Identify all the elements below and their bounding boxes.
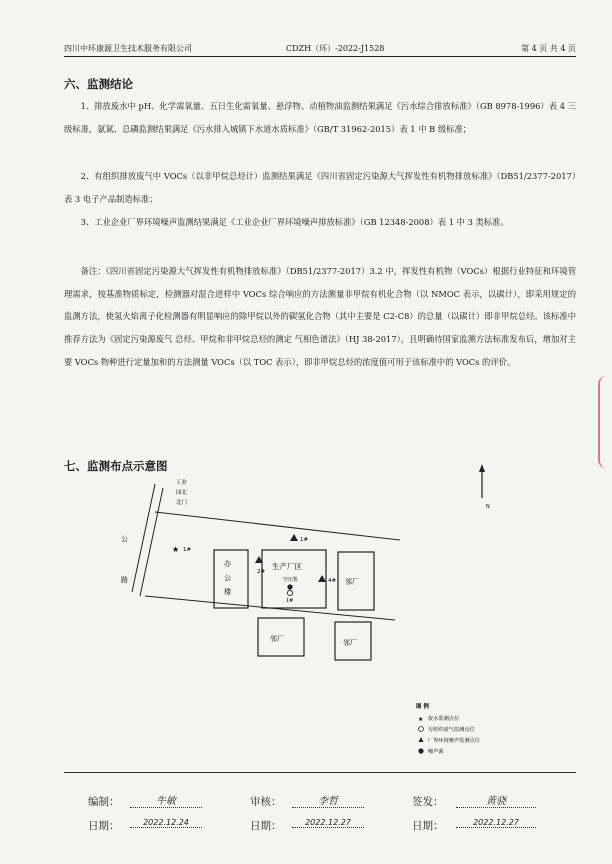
noise-source-marker [287,584,292,589]
issuer-signature: 黄骁 [456,792,536,808]
date-label-1: 日期： [88,820,120,832]
legend-circle-icon [419,727,424,732]
monitoring-layout-diagram [0,460,612,770]
road-label-1: 公 [121,535,128,543]
office-label [224,559,232,596]
reviewer-signature: 李哲 [292,792,364,808]
office-building [214,550,248,608]
issuer-label: 签发： [412,796,444,808]
svg-text:厂界环境噪声监测点位: 厂界环境噪声监测点位 [428,738,480,744]
svg-text:图 例: 图 例 [416,704,429,710]
water-point-1 [172,545,191,554]
section7-title: 七、监测布点示意图 [64,459,168,473]
neighbor-factory-2-label: 邻厂 [270,635,284,643]
road-label-2: 路 [121,576,128,584]
north-arrow [479,464,490,510]
exhaust-point-marker [287,590,292,595]
svg-text:4#: 4# [328,578,337,584]
svg-text:北门: 北门 [176,500,188,506]
neighbor-factory-1-label: 邻厂 [345,578,359,586]
svg-text:有组织废气监测点位: 有组织废气监测点位 [428,727,475,733]
signature-divider [64,772,576,773]
svg-text:2#: 2# [257,569,266,575]
conclusion-3: 3、工业企业厂界环境噪声监测结果满足《工业企业厂界环境噪声排放标准》（GB 12348-2008）表 1 中 3 类标准。 [80,217,509,227]
svg-text:废水监测点位: 废水监测点位 [428,716,460,722]
legend [416,702,481,755]
svg-text:噪声源: 噪声源 [428,749,444,755]
header-page: 第 4 页 共 4 页 [521,44,576,53]
neighbor-factory-3-label: 邻厂 [343,639,357,647]
date-label-2: 日期： [250,820,282,832]
svg-text:楼: 楼 [224,588,231,596]
legend-star-icon: ★ [418,716,424,723]
svg-text:办: 办 [224,560,231,568]
svg-text:★: ★ [172,545,180,554]
note-paragraph: 备注：《四川省固定污染源大气挥发性有机物排放标准》（DB51/2377-2017）3.2 中，挥发性有机物（VOCs）根据行业特征和环境管理需求，按基准物质标定，检测器对混合进样中 VOCs 综合响应的方法测量非甲烷有机化合物（以 NMOC 表示，以碳计），即采用规定的监测方法，使氢火焰离子化检测器有明显响应的除甲烷以外的碳氢化合物（其中主要是 C2-C8）的总量（以碳计）即非甲烷总烃。该标准中推荐方法为《固定污染源废气 总烃、甲烷和非甲烷总烃的测定 气相色谱法》（HJ 38-2017），且明确待国家监测方法标准发布后，增加对主要 VOCs 物种进行定量加和的方法测量 VOCs（以 TOC 表示），即非甲烷总烃的浓度值可用于该标准中的 VOCs 的评价。 [64,266,576,367]
noise-point-2 [255,556,265,575]
production-label: 生产厂区 [272,562,302,571]
date-value-2: 2022.12.27 [292,818,364,828]
legend-dot-icon [418,748,423,753]
header-code: CDZH（环）-2022-J1528 [286,44,385,53]
date-value-3: 2022.12.27 [456,818,536,828]
conclusion-1: 1、排放废水中 pH、化学需氧量、五日生化需氧量、悬浮物、动植物油监测结果满足《污水综合排放标准》（GB 8978-1996）表 4 三级标准，氨氮、总磷监测结果满足《污水排入城镇下水道水质标准》（GB/T 31962-2015）表 1 中 B 级标准； [64,101,576,134]
gate-label [176,478,188,506]
svg-text:公: 公 [224,574,231,582]
exhaust-point-label: 1# [286,598,294,604]
svg-text:1#: 1# [183,547,192,553]
noise-point-3 [318,575,336,584]
svg-text:N: N [486,504,490,510]
header-org: 四川中环康源卫生技术服务有限公司 [64,44,192,53]
svg-text:工业: 工业 [176,480,188,486]
editor-label: 编制： [88,796,120,808]
page-header [64,42,576,57]
date-label-3: 日期： [412,820,444,832]
seal-edge-mark [598,376,612,468]
reviewer-label: 审核： [250,796,282,808]
svg-text:1#: 1# [300,537,309,543]
svg-text:园北: 园北 [176,490,188,496]
date-value-1: 2022.12.24 [130,818,202,828]
legend-triangle-icon [419,737,424,742]
section6-title: 六、监测结论 [64,77,133,91]
editor-signature: 牛敏 [130,792,202,808]
compressor-label: 空压机 [283,577,299,583]
noise-point-1 [290,534,308,543]
conclusion-2: 2、有组织排放废气中 VOCs（以非甲烷总烃计）监测结果满足《四川省固定污染源大气挥发性有机物排放标准》（DB51/2377-2017）表 3 电子产品制造标准； [64,171,576,204]
